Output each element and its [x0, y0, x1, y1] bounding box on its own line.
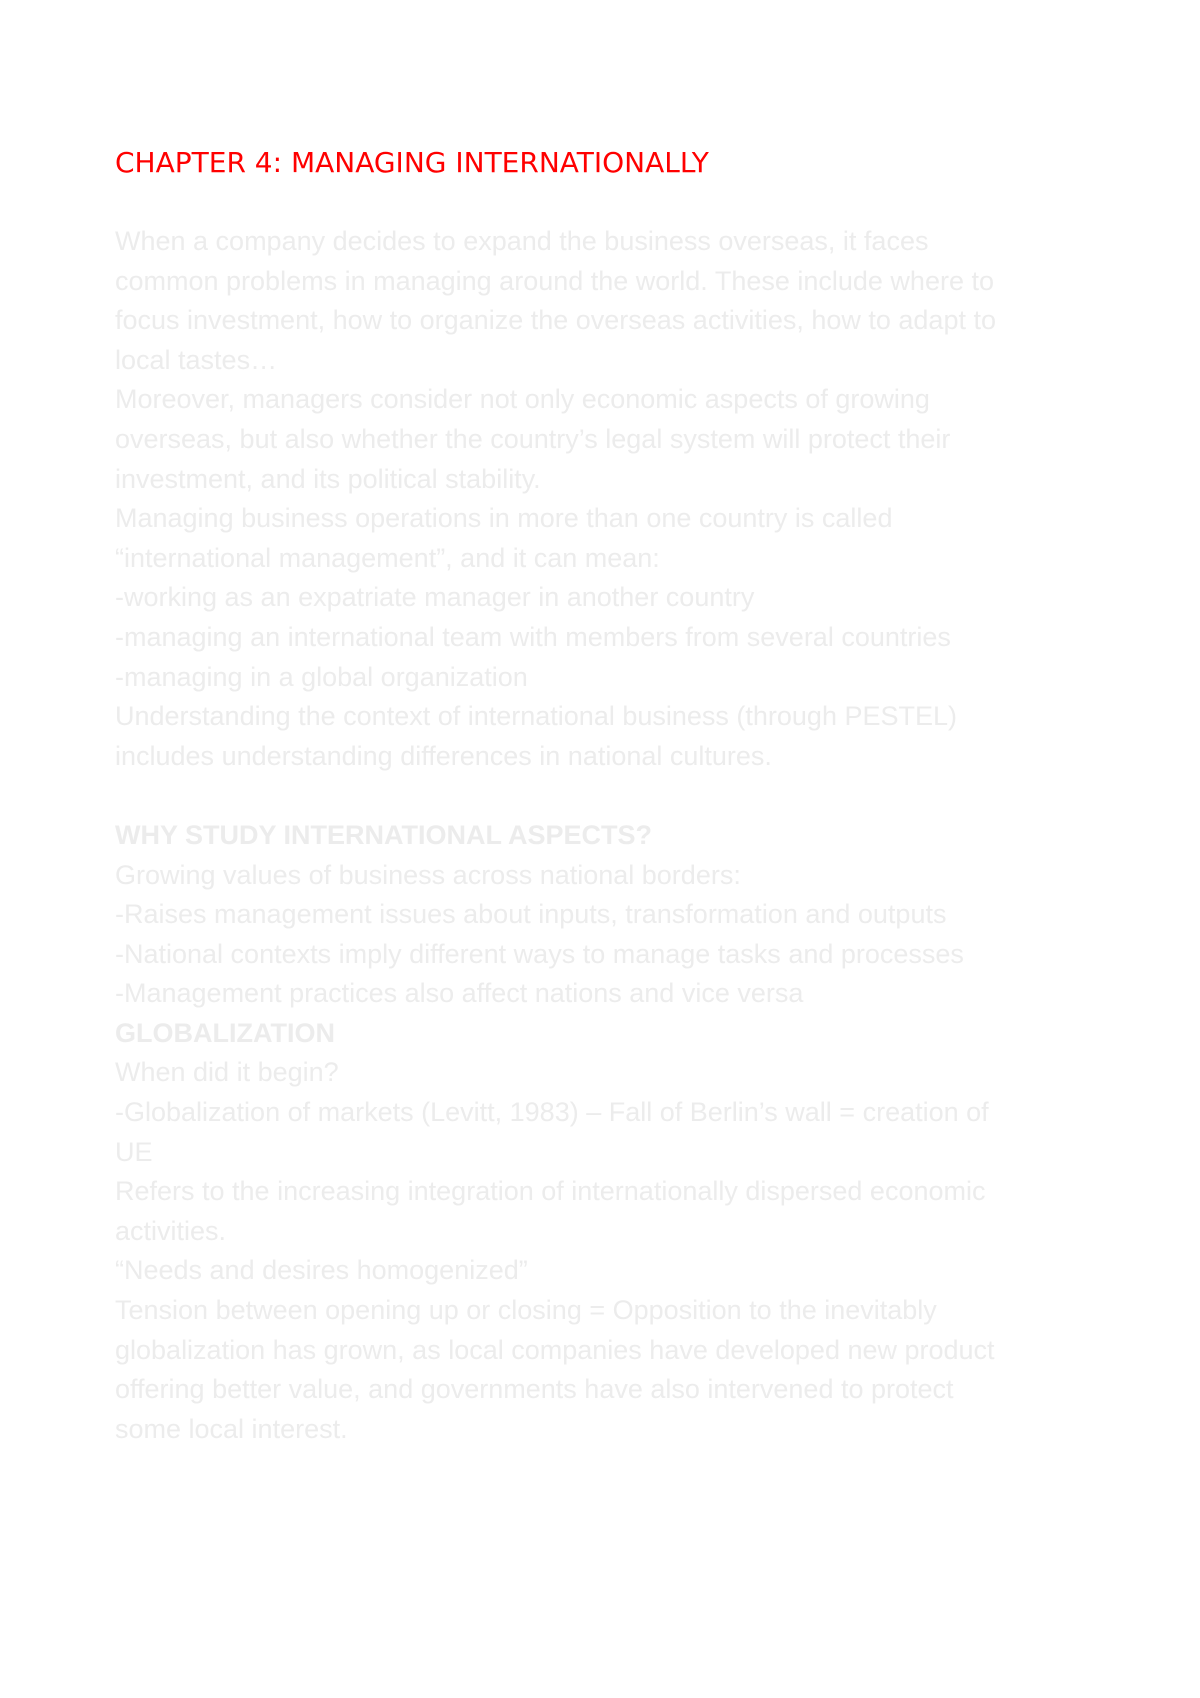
text-line: -managing an international team with members from several countries [115, 621, 951, 652]
text-line: activities. [115, 1215, 227, 1246]
text-line: some local interest. [115, 1413, 348, 1444]
text-line: -National contexts imply different ways to manage tasks and processes [115, 938, 964, 969]
text-line: “Needs and desires homogenized” [115, 1255, 528, 1286]
text-line: investment, and its political stability. [115, 463, 541, 494]
text-line: When a company decides to expand the business overseas, it faces [115, 226, 929, 256]
text-line: includes understanding differences in national cultures. [115, 740, 772, 771]
text-line: Refers to the increasing integration of internationally dispersed economic [115, 1176, 986, 1207]
text-line: focus investment, how to organize the overseas activities, how to adapt to [115, 305, 996, 336]
text-line: Understanding the context of international business (through PESTEL) [115, 701, 957, 732]
text-line: Moreover, managers consider not only economic aspects of growing [115, 384, 930, 415]
text-line: offering better value, and governments have also intervened to protect [115, 1374, 954, 1405]
text-line: UE [115, 1136, 153, 1167]
section-heading: WHY STUDY INTERNATIONAL ASPECTS? [115, 819, 653, 850]
text-line: Tension between opening up or closing = Opposition to the inevitably [115, 1295, 937, 1326]
section-heading: GLOBALIZATION [115, 1017, 335, 1048]
text-line: -Raises management issues about inputs, transformation and outputs [115, 899, 947, 930]
text-line: -Management practices also affect nations and vice versa [115, 978, 804, 1009]
text-line: -Globalization of markets (Levitt, 1983) – Fall of Berlin’s wall = creation of [115, 1097, 989, 1128]
text-line: globalization has grown, as local companies have developed new product [115, 1334, 995, 1365]
document-body [115, 222, 1135, 1449]
text-line: local tastes… [115, 344, 278, 375]
text-line: Growing values of business across national borders: [115, 859, 741, 890]
text-line: Managing business operations in more than one country is called [115, 503, 893, 534]
blank-line [115, 776, 1135, 816]
text-line: overseas, but also whether the country’s legal system will protect their [115, 423, 951, 454]
chapter-title: CHAPTER 4: MANAGING INTERNATIONALLY [115, 146, 709, 179]
text-line: When did it begin? [115, 1057, 339, 1088]
text-line: -managing in a global organization [115, 661, 528, 692]
text-line: “international management”, and it can mean: [115, 542, 660, 573]
text-line: common problems in managing around the world. These include where to [115, 265, 994, 296]
text-line: -working as an expatriate manager in another country [115, 582, 755, 613]
